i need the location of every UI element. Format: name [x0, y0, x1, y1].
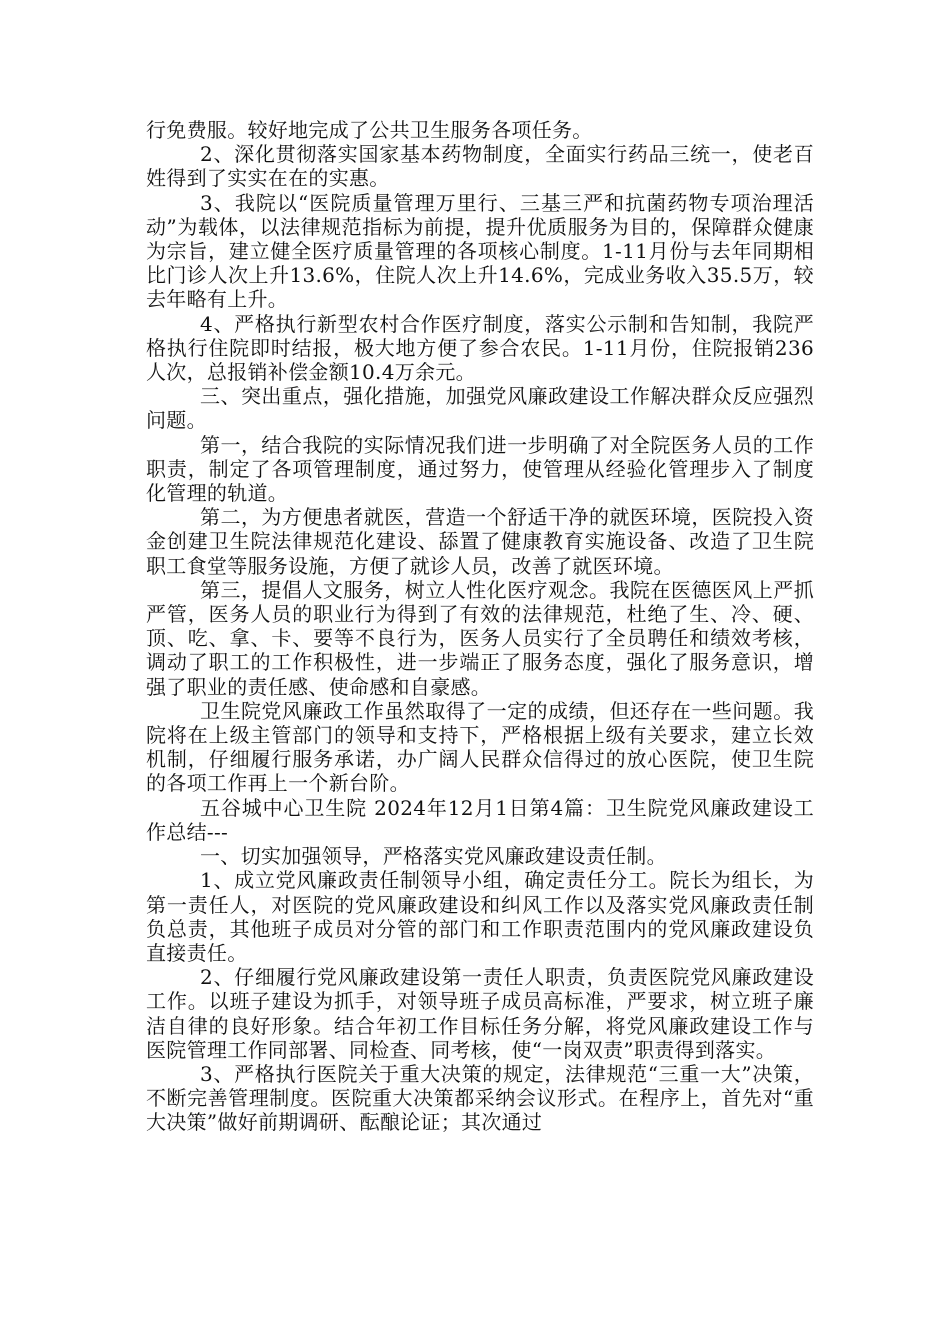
- document-body: [146, 118, 814, 1135]
- paragraph-3: 3、我院以“医院质量管理万里行、三基三严和抗菌药物专项治理活动”为载体，以法律规范指标为前提，提升优质服务为目的，保障群众健康为宗旨，建立健全医疗质量管理的各项核心制度。1-11月份与去年同期相比门诊人次上升13.6%，住院人次上升14.6%，完成业务收入35.5万，较去年略有上升。: [146, 190, 814, 312]
- paragraph-4: 4、严格执行新型农村合作医疗制度，落实公示制和告知制，我院严格执行住院即时结报，极大地方便了参合农民。1-11月份，住院报销236人次，总报销补偿金额10.4万余元。: [146, 311, 814, 385]
- signature-and-next-title: 五谷城中心卫生院 2024年12月1日第4篇：卫生院党风廉政建设工作总结---: [146, 795, 814, 844]
- paragraph-item-3: 3、严格执行医院关于重大决策的规定，法律规范“三重一大”决策，不断完善管理制度。医院重大决策都采纳会议形式。在程序上，首先对“重大决策”做好前期调研、酝酿论证；其次通过: [146, 1061, 814, 1135]
- paragraph-2: 2、深化贯彻落实国家基本药物制度，全面实行药品三统一，使老百姓得到了实实在在的实惠。: [146, 142, 814, 191]
- paragraph-conclusion: 卫生院党风廉政工作虽然取得了一定的成绩，但还存在一些问题。我院将在上级主管部门的领导和支持下，严格根据上级有关要求，建立长效机制，仔细履行服务承诺，办广阔人民群众信得过的放心医院，使卫生院的各项工作再上一个新台阶。: [146, 698, 814, 796]
- section-heading-3: 三、突出重点，强化措施，加强党风廉政建设工作解决群众反应强烈问题。: [146, 384, 814, 433]
- paragraph-item-1: 1、成立党风廉政责任制领导小组，确定责任分工。院长为组长，为第一责任人，对医院的党风廉政建设和纠风工作以及落实党风廉政责任制负总责，其他班子成员对分管的部门和工作职责范围内的党风廉政建设负直接责任。: [146, 868, 814, 965]
- section-heading-1: 一、切实加强领导，严格落实党风廉政建设责任制。: [200, 844, 667, 869]
- paragraph-1: 行免费服。较好地完成了公共卫生服务各项任务。: [146, 118, 593, 142]
- paragraph-first: 第一，结合我院的实际情况我们进一步明确了对全院医务人员的工作职责，制定了各项管理制度，通过努力，使管理从经验化管理步入了制度化管理的轨道。: [146, 432, 814, 506]
- paragraph-item-2: 2、仔细履行党风廉政建设第一责任人职责，负责医院党风廉政建设工作。以班子建设为抓手，对领导班子成员高标准，严要求，树立班子廉洁自律的良好形象。结合年初工作目标任务分解，将党风廉政建设工作与医院管理工作同部署、同检查、同考核，使“一岗双责”职责得到落实。: [146, 965, 814, 1062]
- paragraph-second: 第二，为方便患者就医，营造一个舒适干净的就医环境，医院投入资金创建卫生院法律规范化建设、舔置了健康教育实施设备、改造了卫生院职工食堂等服务设施，方便了就诊人员，改善了就医环境。: [146, 505, 814, 578]
- paragraph-third: 第三，提倡人文服务，树立人性化医疗观念。我院在医德医风上严抓严管，医务人员的职业行为得到了有效的法律规范，杜绝了生、冷、硬、顶、吃、拿、卡、要等不良行为，医务人员实行了全员聘任和绩效考核，调动了职工的工作积极性，进一步端正了服务态度，强化了服务意识，增强了职业的责任感、使命感和自豪感。: [146, 577, 814, 699]
